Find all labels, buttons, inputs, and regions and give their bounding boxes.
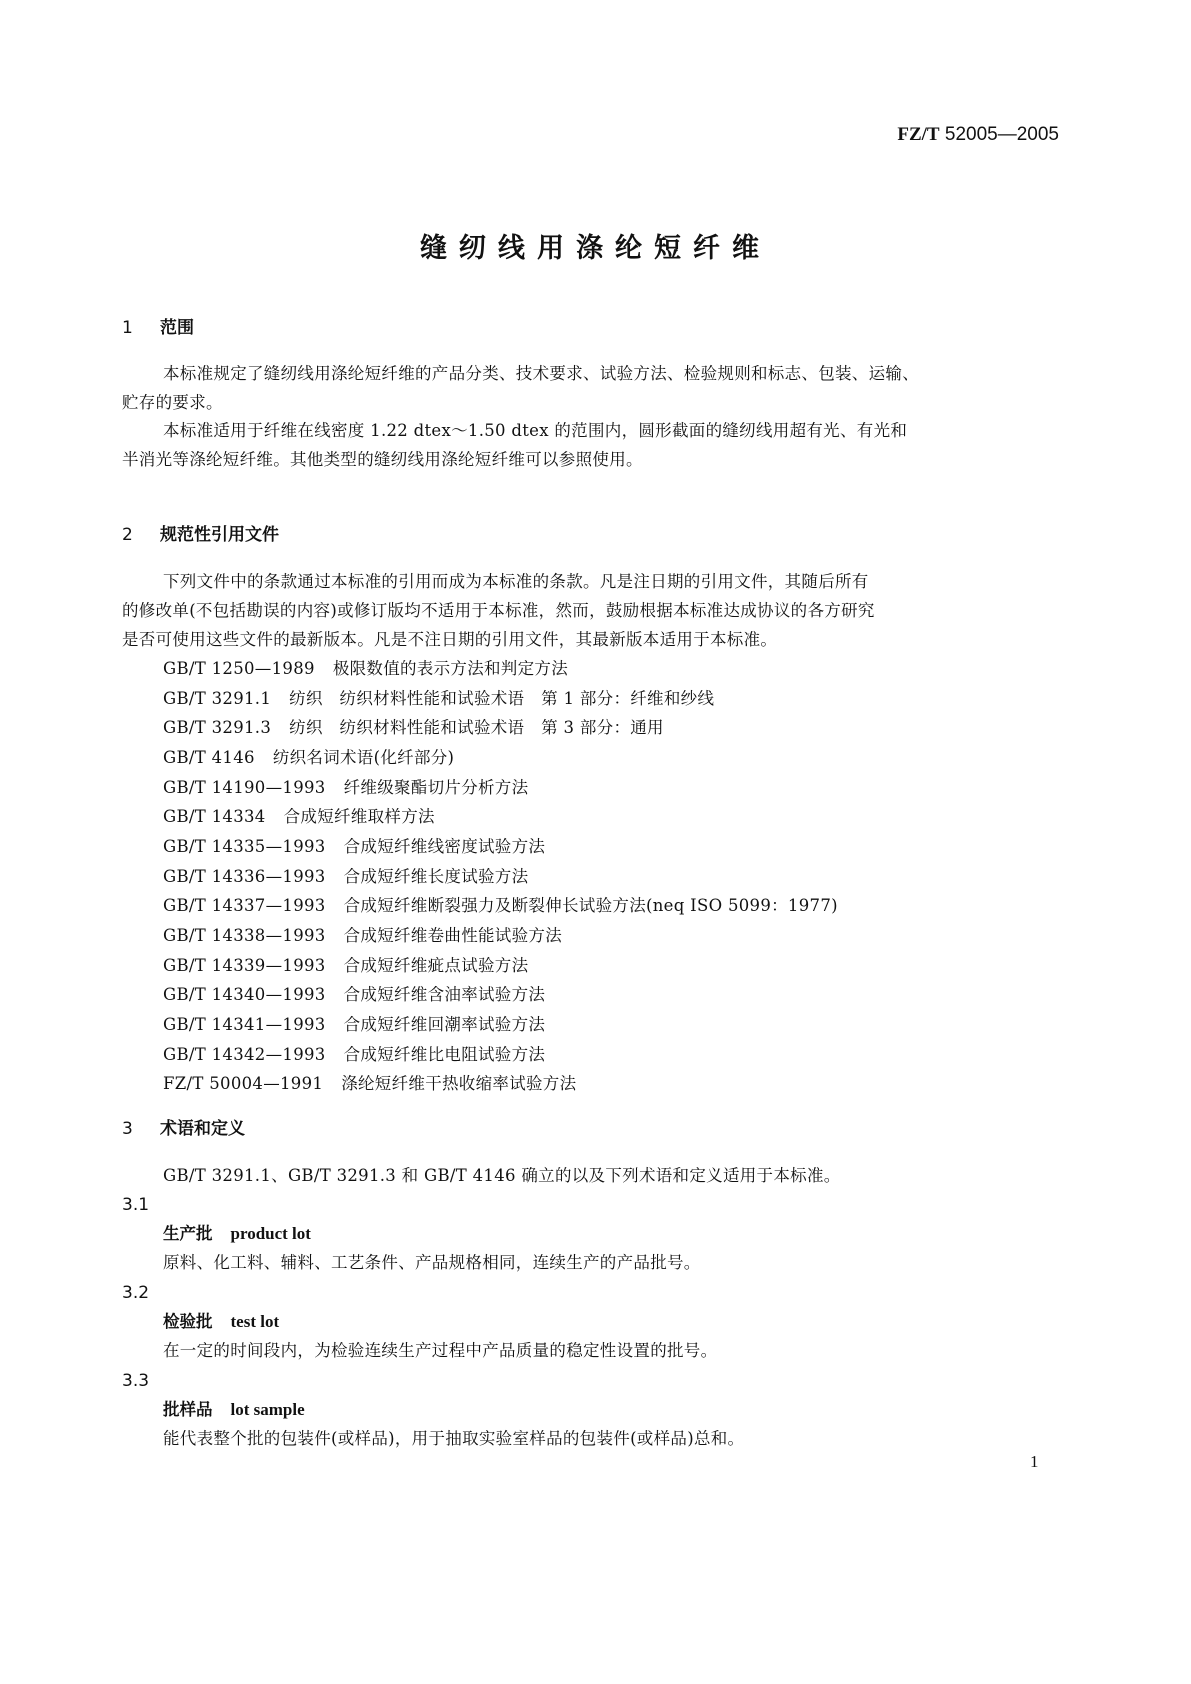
section-title: 范围 — [160, 318, 194, 338]
reference-code: GB/T 14337—1993 — [163, 896, 326, 915]
reference-title: 纤维级聚酯切片分析方法 — [343, 778, 529, 797]
section-title: 术语和定义 — [160, 1119, 245, 1139]
term-definition: 在一定的时间段内，为检验连续生产过程中产品质量的稳定性设置的批号。 — [163, 1341, 718, 1360]
reference-code: GB/T 14341—1993 — [163, 1015, 326, 1034]
reference-code: GB/T 14342—1993 — [163, 1045, 326, 1064]
paragraph-line: 的修改单(不包括勘误的内容)或修订版均不适用于本标准，然而，鼓励根据本标准达成协议的各方研究 — [122, 601, 875, 620]
reference-title: 合成短纤维长度试验方法 — [343, 867, 529, 886]
reference-item — [163, 1073, 576, 1095]
reference-title: 合成短纤维线密度试验方法 — [343, 837, 546, 856]
reference-item — [163, 866, 528, 888]
clause-number: 3.2 — [122, 1283, 150, 1303]
clause-number: 3.3 — [122, 1371, 150, 1391]
reference-code: GB/T 14336—1993 — [163, 867, 326, 886]
reference-item — [163, 1044, 545, 1066]
term-zh: 检验批 — [163, 1312, 213, 1331]
reference-item — [163, 1014, 545, 1036]
reference-item — [163, 717, 664, 739]
reference-code: GB/T 14335—1993 — [163, 837, 326, 856]
paragraph-line: 下列文件中的条款通过本标准的引用而成为本标准的条款。凡是注日期的引用文件，其随后所有 — [163, 572, 869, 591]
reference-title: 合成短纤维卷曲性能试验方法 — [343, 926, 563, 945]
reference-code: GB/T 14338—1993 — [163, 926, 326, 945]
reference-item — [163, 955, 528, 977]
paragraph-line: 本标准规定了缝纫线用涤纶短纤维的产品分类、技术要求、试验方法、检验规则和标志、包装、运输、 — [163, 364, 919, 383]
term-heading — [163, 1223, 311, 1245]
term-definition: 能代表整个批的包装件(或样品)，用于抽取实验室样品的包装件(或样品)总和。 — [163, 1429, 745, 1448]
reference-title: 极限数值的表示方法和判定方法 — [332, 659, 569, 678]
section-number: 3 — [122, 1119, 133, 1139]
paragraph-line: 半消光等涤纶短纤维。其他类型的缝纫线用涤纶短纤维可以参照使用。 — [122, 450, 643, 469]
reference-code: GB/T 1250—1989 — [163, 659, 315, 678]
reference-code: GB/T 14190—1993 — [163, 778, 326, 797]
section-title: 规范性引用文件 — [160, 525, 279, 545]
reference-item — [163, 925, 562, 947]
standard-number: 52005—2005 — [944, 124, 1059, 145]
term-definition: 原料、化工料、辅料、工艺条件、产品规格相同，连续生产的产品批号。 — [163, 1253, 701, 1272]
reference-code: GB/T 4146 — [163, 748, 255, 767]
section-heading-3 — [122, 1118, 245, 1140]
reference-item — [163, 984, 545, 1006]
reference-title: 合成短纤维取样方法 — [283, 807, 435, 826]
paragraph-line: GB/T 3291.1、GB/T 3291.3 和 GB/T 4146 确立的以及下列术语和定义适用于本标准。 — [163, 1166, 841, 1185]
reference-item — [163, 836, 545, 858]
standard-prefix: FZ/T — [897, 124, 940, 145]
reference-code: GB/T 14339—1993 — [163, 956, 326, 975]
term-heading — [163, 1399, 305, 1421]
standard-code — [897, 124, 1059, 146]
paragraph-line: 本标准适用于纤维在线密度 1.22 dtex～1.50 dtex 的范围内，圆形截面的缝纫线用超有光、有光和 — [163, 421, 908, 440]
clause-number: 3.1 — [122, 1195, 150, 1215]
section-heading-2 — [122, 524, 279, 546]
reference-title: 合成短纤维疵点试验方法 — [343, 956, 529, 975]
term-en: product lot — [230, 1224, 311, 1243]
reference-title: 合成短纤维比电阻试验方法 — [343, 1045, 546, 1064]
reference-code: FZ/T 50004—1991 — [163, 1074, 324, 1093]
reference-item — [163, 747, 454, 769]
term-en: test lot — [230, 1312, 280, 1331]
reference-title: 纺织 纺织材料性能和试验术语 第 3 部分：通用 — [289, 718, 664, 737]
page-number: 1 — [1030, 1452, 1039, 1471]
reference-item — [163, 895, 838, 917]
reference-code: GB/T 14340—1993 — [163, 985, 326, 1004]
reference-code: GB/T 3291.1 — [163, 689, 272, 708]
section-number: 1 — [122, 318, 133, 338]
reference-code: GB/T 3291.3 — [163, 718, 272, 737]
reference-code: GB/T 14334 — [163, 807, 266, 826]
reference-title: 纺织 纺织材料性能和试验术语 第 1 部分：纤维和纱线 — [289, 689, 715, 708]
section-heading-1 — [122, 317, 194, 339]
section-number: 2 — [122, 525, 133, 545]
paragraph-line: 贮存的要求。 — [122, 393, 223, 412]
paragraph-line: 是否可使用这些文件的最新版本。凡是不注日期的引用文件，其最新版本适用于本标准。 — [122, 630, 778, 649]
reference-title: 合成短纤维断裂强力及断裂伸长试验方法(neq ISO 5099：1977) — [343, 896, 838, 915]
reference-item — [163, 688, 714, 710]
term-zh: 批样品 — [163, 1400, 213, 1419]
term-en: lot sample — [230, 1400, 305, 1419]
reference-title: 涤纶短纤维干热收缩率试验方法 — [341, 1074, 577, 1093]
reference-item — [163, 777, 528, 799]
reference-title: 合成短纤维含油率试验方法 — [343, 985, 546, 1004]
reference-item — [163, 806, 435, 828]
term-heading — [163, 1311, 279, 1333]
document-title: 缝纫线用涤纶短纤维 — [420, 233, 771, 264]
reference-item — [163, 658, 568, 680]
term-zh: 生产批 — [163, 1224, 213, 1243]
reference-title: 合成短纤维回潮率试验方法 — [343, 1015, 546, 1034]
reference-title: 纺织名词术语(化纤部分) — [272, 748, 455, 767]
